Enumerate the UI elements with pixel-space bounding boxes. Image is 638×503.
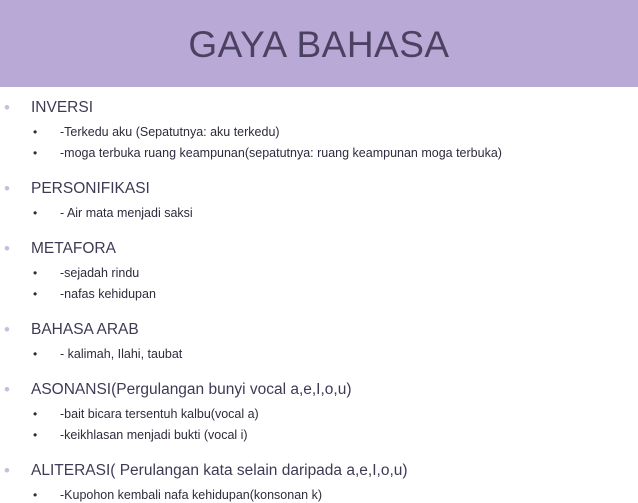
section-heading-text: ASONANSI(Pergulangan bunyi vocal a,e,I,o,u)	[31, 381, 352, 398]
list-item-text: -nafas kehidupan	[60, 287, 156, 301]
list-item	[0, 286, 638, 302]
section-metafora	[0, 239, 638, 302]
bullet-icon: •	[4, 380, 10, 399]
bullet-icon: •	[33, 347, 38, 361]
list-item	[0, 124, 638, 140]
bullet-icon: •	[33, 125, 38, 139]
section-heading	[0, 320, 638, 340]
section-heading-text: ALITERASI( Perulangan kata selain daripada a,e,I,o,u)	[31, 462, 408, 479]
section-heading	[0, 461, 638, 481]
list-item-text: -sejadah rindu	[60, 266, 140, 280]
bullet-icon: •	[33, 287, 38, 301]
list-item-text: - kalimah, Ilahi, taubat	[60, 347, 183, 361]
bullet-icon: •	[4, 239, 10, 258]
list-item	[0, 487, 638, 503]
section-heading	[0, 179, 638, 199]
section-heading-text: PERSONIFIKASI	[31, 180, 150, 197]
list-item	[0, 265, 638, 281]
section-heading-text: INVERSI	[31, 99, 94, 116]
section-asonansi	[0, 380, 638, 443]
section-heading	[0, 380, 638, 400]
list-item-text: -moga terbuka ruang keampunan(sepatutnya: ruang keampunan moga terbuka)	[60, 146, 502, 160]
bullet-icon: •	[33, 206, 38, 220]
list-item	[0, 145, 638, 161]
section-heading-text: METAFORA	[31, 240, 116, 257]
bullet-icon: •	[33, 407, 38, 421]
section-bahasa-arab	[0, 320, 638, 362]
slide-body	[0, 98, 638, 503]
bullet-icon: •	[33, 266, 38, 280]
section-personifikasi	[0, 179, 638, 221]
slide-title: GAYA BAHASA	[188, 24, 450, 65]
section-inversi	[0, 98, 638, 161]
section-heading	[0, 239, 638, 259]
bullet-icon: •	[4, 98, 10, 117]
list-item	[0, 427, 638, 443]
section-aliterasi	[0, 461, 638, 503]
list-item-text: -Kupohon kembali nafa kehidupan(konsonan k)	[60, 488, 322, 502]
list-item	[0, 346, 638, 362]
bullet-icon: •	[33, 146, 38, 160]
list-item-text: -keikhlasan menjadi bukti (vocal i)	[60, 428, 248, 442]
bullet-icon: •	[4, 320, 10, 339]
bullet-icon: •	[4, 179, 10, 198]
list-item	[0, 406, 638, 422]
list-item-text: -Terkedu aku (Sepatutnya: aku terkedu)	[60, 125, 280, 139]
bullet-icon: •	[33, 428, 38, 442]
bullet-icon: •	[4, 461, 10, 480]
section-heading-text: BAHASA ARAB	[31, 321, 139, 338]
list-item-text: - Air mata menjadi saksi	[60, 206, 193, 220]
bullet-icon: •	[33, 488, 38, 502]
section-heading	[0, 98, 638, 118]
list-item	[0, 205, 638, 221]
list-item-text: -bait bicara tersentuh kalbu(vocal a)	[60, 407, 259, 421]
